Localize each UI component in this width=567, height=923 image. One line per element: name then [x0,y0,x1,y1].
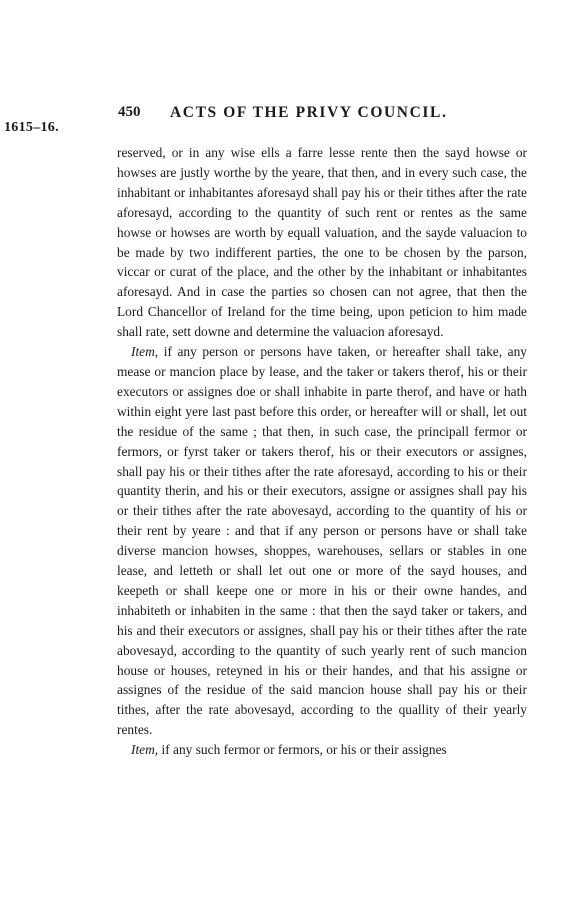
paragraph-3-text: if any such fermor or fermors, or his or their assignes [158,742,447,758]
paragraph-1-text: reserved, or in any wise ells a farre lesse rente then the sayd howse or howses are justly worthe by the yeare, that then, and in every such case, the inhabitant or inhabitantes aforesayd shall pay his or their tithes after the rate aforesayd, according to the quantity of such rent or rentes as the same howse or howses are worth by equall valuation, and the sayde valuacion to be made by two indifferent parties, the one to be chosen by the parson, viccar or curat of the place, and the other by the inhabitant or inhabitantes aforesayd. And in case the parties so chosen can not agree, that then the Lord Chancellor of Ireland for the time being, upon peticion to him made shall rate, sett downe and determine the valuacion aforesayd. [117,145,527,340]
margin-year: 1615–16. [4,120,59,135]
paragraph-3 [117,740,527,760]
paragraph-2 [117,342,527,740]
page-header [118,104,526,126]
running-title: ACTS OF THE PRIVY COUNCIL. [170,104,448,121]
paragraph-1 [117,143,527,342]
body-text [117,143,527,760]
paragraph-3-lead: Item, [131,742,159,758]
paragraph-2-lead: Item, [131,344,159,360]
page-number: 450 [118,104,141,120]
paragraph-2-text: if any person or persons have taken, or hereafter shall take, any mease or mancion place by lease, and the taker or takers therof, his or their executors or assignes doe or shall inhabite in parte therof, and have or hath within eight yere last past before this order, or hereafter will or shall, let out the residue of the same ; that then, in such case, the principall fermor or fermors, or fyrst taker or takers therof, his or their executors or assignes, shall pay his or their tithes after the rate aforesayd, according to his or their quantity therin, and his or their executors, assigne or assignes shall pay his or their tithes after the rate abovesayd, according to the quantity of his or their rent by yeare : and that if any person or persons have or shall take diverse mancion howses, shoppes, warehouses, sellars or stables in one lease, and letteth or shall let out one or more of the sayd houses, and keepeth or shall keepe one or more in his or their owne handes, and inhabiteth or inhabiten in the same : that then the sayd taker or takers, and his and their executors or assignes, shall pay his or their tithes after the rate abovesayd, according to the quantity of such yearly rent of such mancion house or houses, reteyned in his or their handes, and that his assigne or assignes of the residue of the said mancion house shall pay his or their tithes, after the rate abovesayd, according to the quallity of their yearly rentes. [117,344,527,738]
